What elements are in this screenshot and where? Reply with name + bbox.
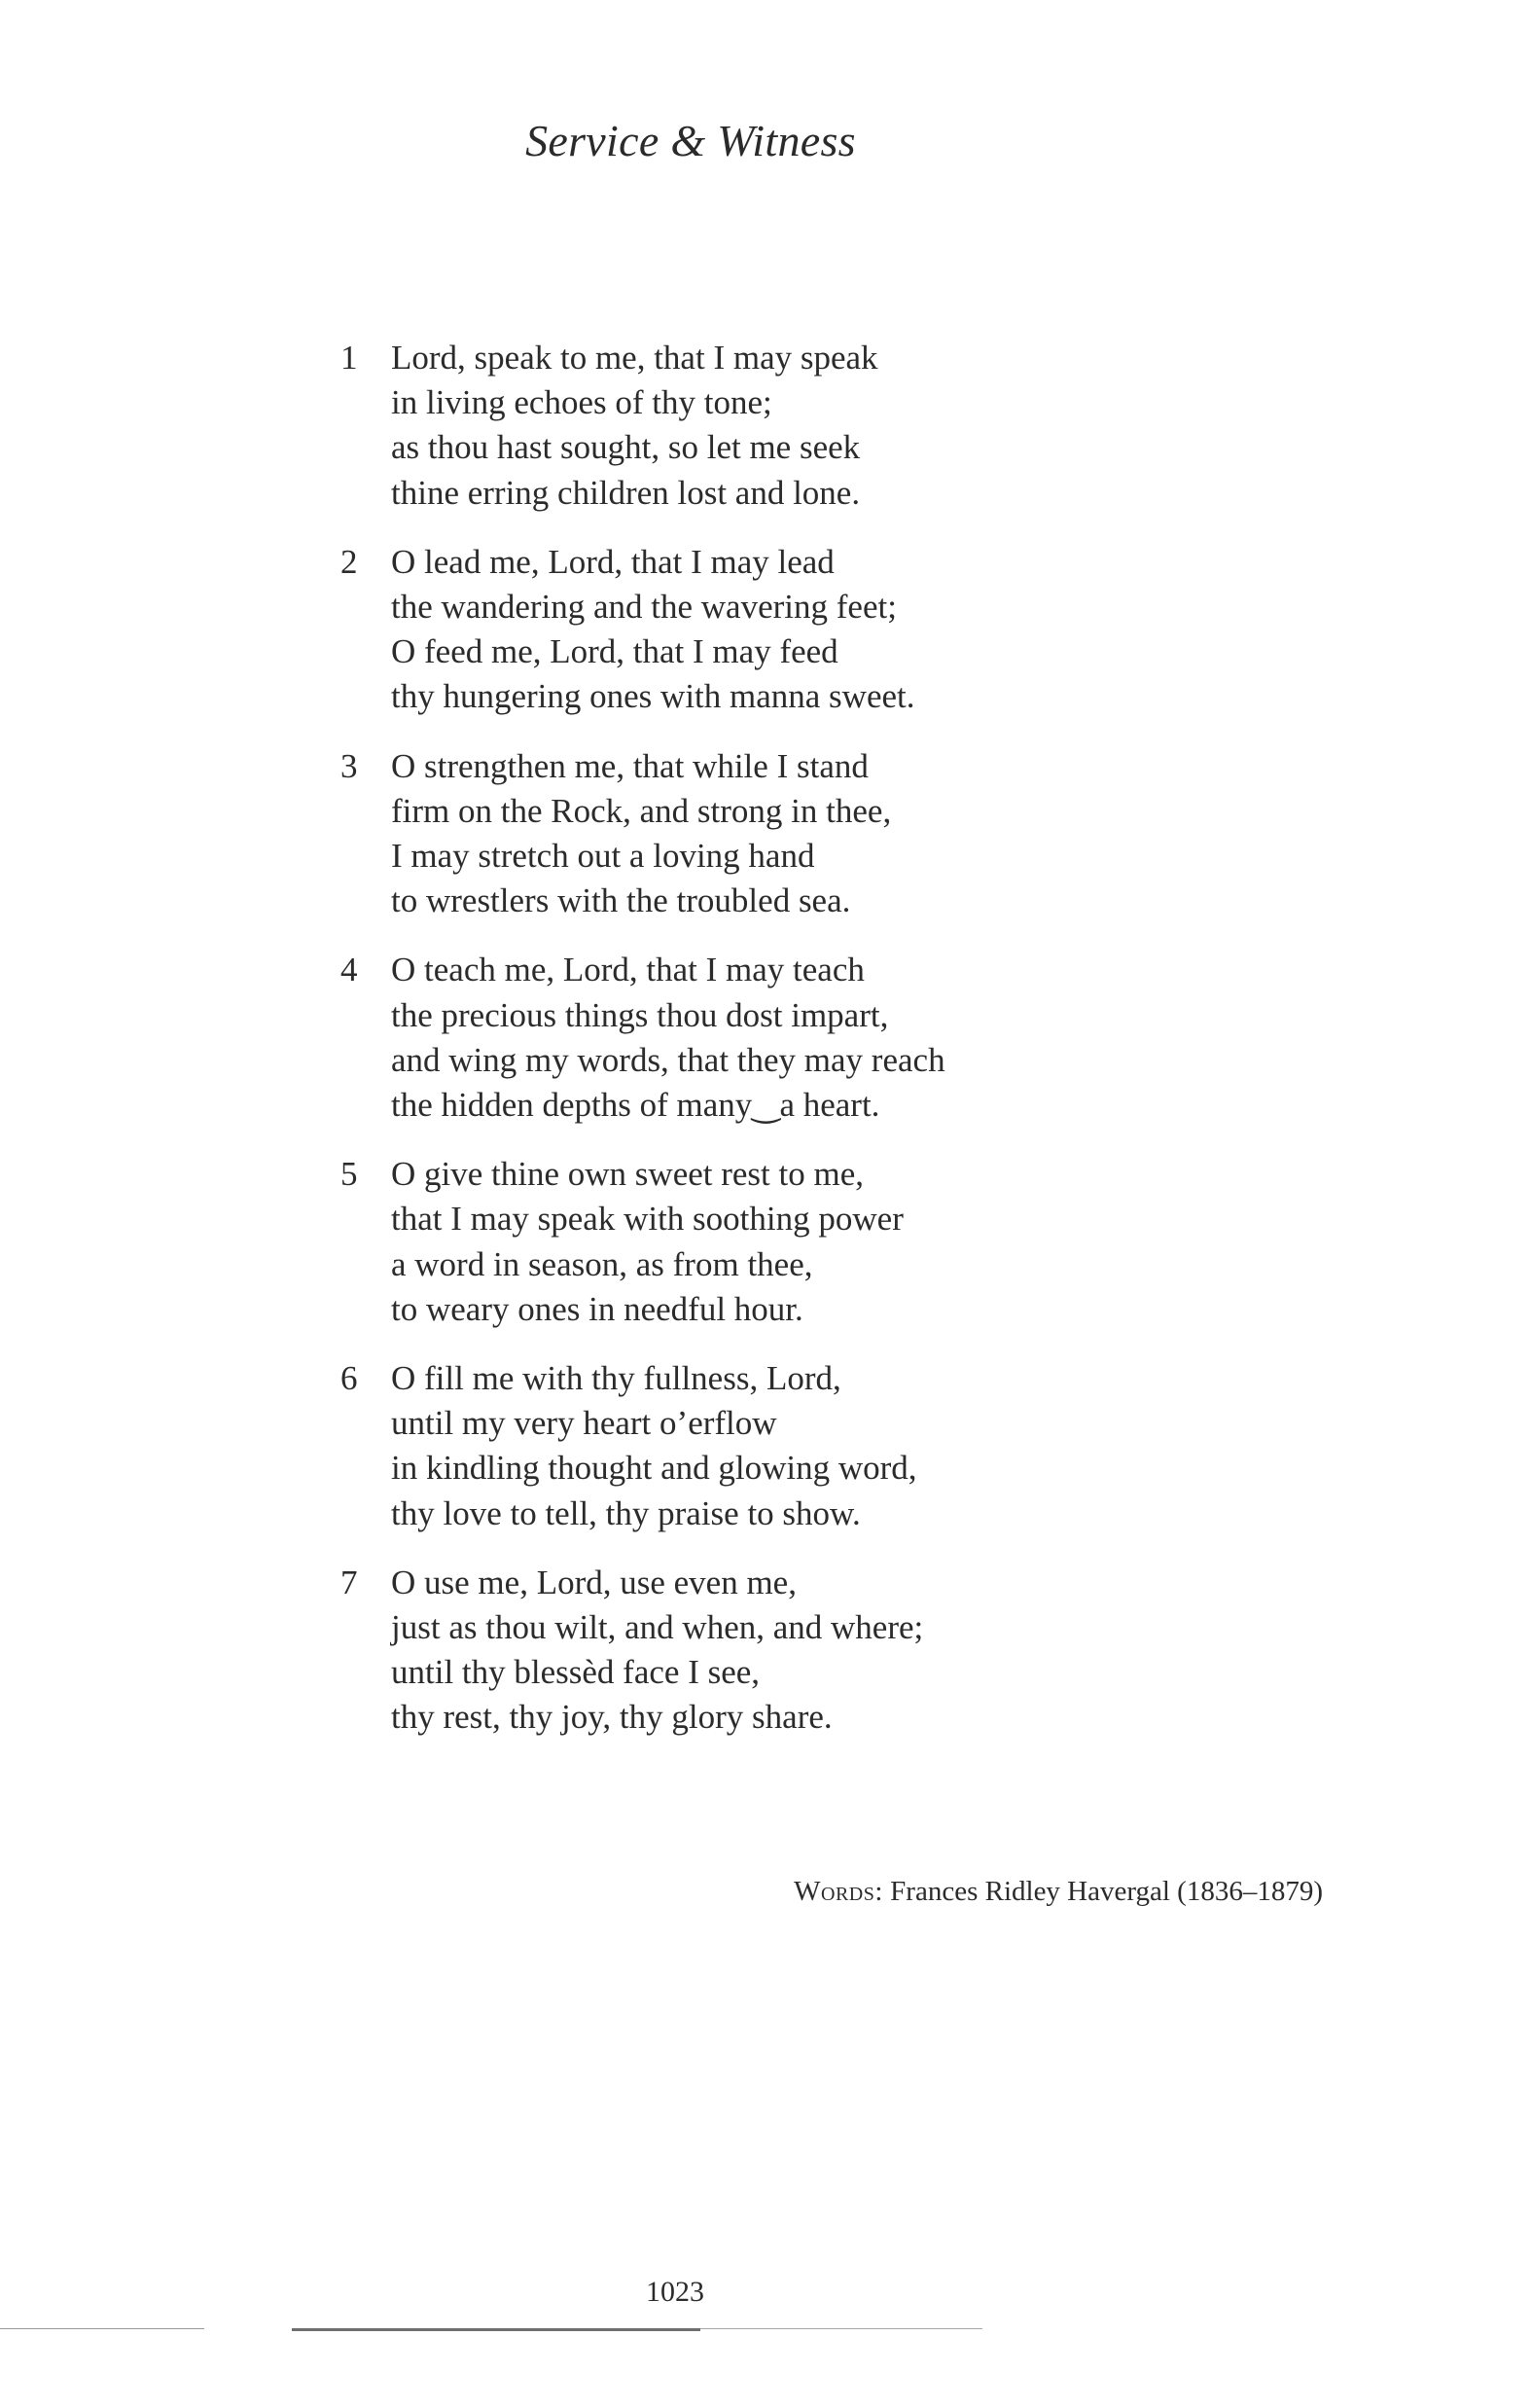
page-number: 1023 [646,2276,704,2308]
verse-6 [340,1356,1080,1536]
verse-lines [391,1561,1080,1741]
verse-lines [391,744,1080,924]
verse-line: to weary ones in needful hour. [391,1289,803,1328]
verse-number: 7 [340,1563,358,1601]
verse-line: I may stretch out a loving hand [391,837,815,876]
verse-line: O lead me, Lord, that I may lead [391,542,835,581]
verse-line: just as thou wilt, and when, and where; [391,1608,924,1647]
verse-line: and wing my words, that they may reach [391,1040,945,1079]
verse-lines [391,540,1080,720]
verse-line: O strengthen me, that while I stand [391,746,869,785]
verse-line: until thy blessèd face I see, [391,1653,761,1692]
verse-line: thine erring children lost and lone. [391,473,861,512]
verse-line: as thou hast sought, so let me seek [391,428,861,467]
verse-line: O give thine own sweet rest to me, [391,1155,865,1194]
verse-lines [391,948,1080,1128]
verse-line: O use me, Lord, use even me, [391,1563,797,1601]
verse-line: Lord, speak to me, that I may speak [391,339,878,377]
footer-rule-left [0,2328,204,2329]
verse-line: until my very heart o’erflow [391,1404,777,1443]
verse-number: 6 [340,1359,358,1398]
verse-line: a word in season, as from thee, [391,1244,813,1283]
verse-3 [340,744,1080,924]
verse-lines [391,1152,1080,1332]
verse-1 [340,336,1080,516]
verse-number: 1 [340,339,358,377]
verse-line: O teach me, Lord, that I may teach [391,951,865,989]
verse-line: in kindling thought and glowing word, [391,1449,917,1488]
attribution-author: Frances Ridley Havergal (1836–1879) [890,1876,1323,1907]
verse-5 [340,1152,1080,1332]
verse-line: the hidden depths of many‿a heart. [391,1086,880,1125]
verse-lines [391,1356,1080,1536]
verse-7 [340,1561,1080,1741]
verse-line: the precious things thou dost impart, [391,995,889,1034]
words-attribution [794,1876,1323,1908]
verse-number: 3 [340,746,358,785]
verse-4 [340,948,1080,1128]
footer-rule-center [292,2328,700,2331]
verse-line: O feed me, Lord, that I may feed [391,632,838,671]
verse-number: 4 [340,951,358,989]
hymn-text [340,336,1080,1765]
verse-line: firm on the Rock, and strong in thee, [391,791,892,830]
verse-line: to wrestlers with the troubled sea. [391,881,851,920]
attribution-label: Words: [794,1876,883,1907]
verse-line: thy rest, thy joy, thy glory share. [391,1698,833,1737]
verse-2 [340,540,1080,720]
verse-lines [391,336,1080,516]
verse-line: that I may speak with soothing power [391,1200,904,1239]
verse-line: O fill me with thy fullness, Lord, [391,1359,841,1398]
verse-line: in living echoes of thy tone; [391,383,772,422]
section-title: Service & Witness [525,116,856,165]
verse-line: thy love to tell, thy praise to show. [391,1493,861,1532]
verse-number: 5 [340,1155,358,1194]
verse-number: 2 [340,542,358,581]
verse-line: thy hungering ones with manna sweet. [391,677,915,716]
verse-line: the wandering and the wavering feet; [391,588,897,627]
footer-rule-right [700,2328,982,2329]
